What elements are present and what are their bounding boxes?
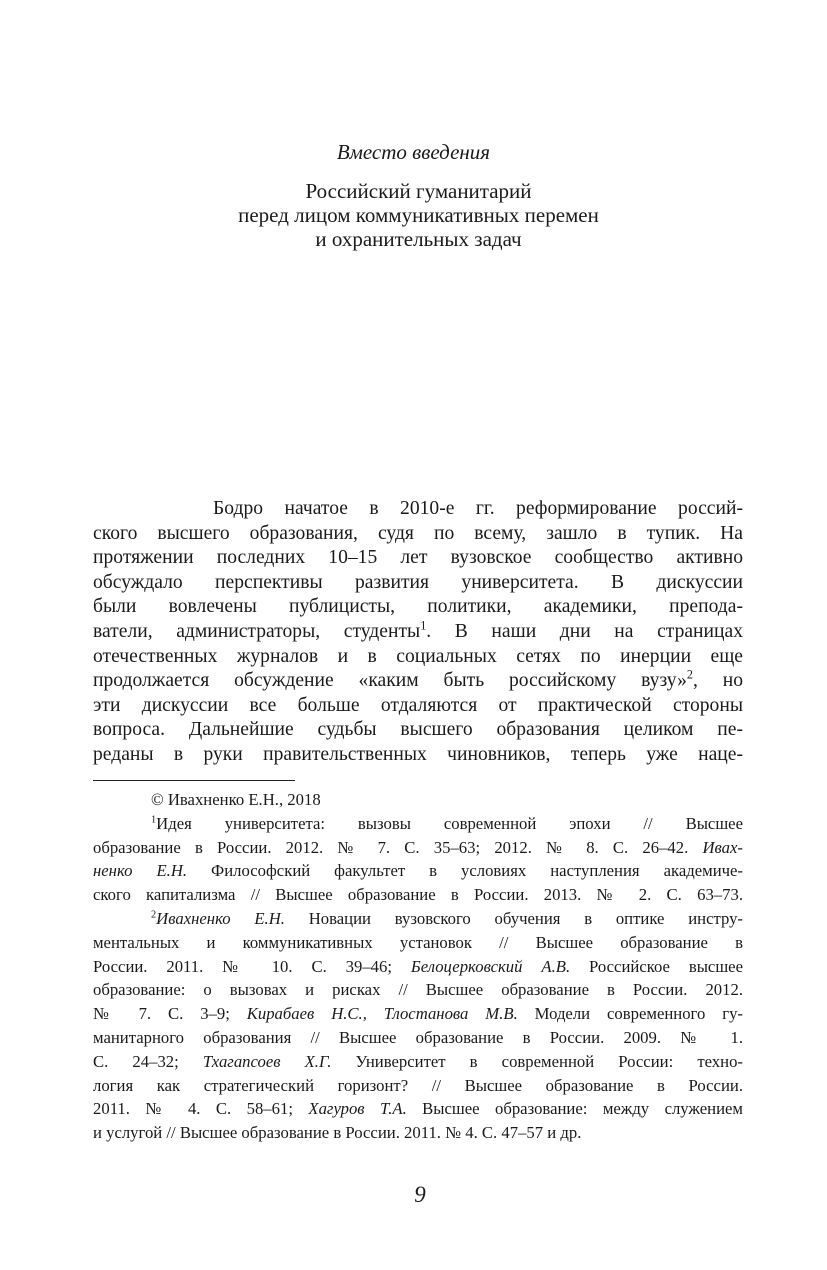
footnote-text-run: № 7. С. 3–9;: [93, 1004, 247, 1024]
page-number: 9: [414, 1182, 426, 1207]
footnote-2-line: [93, 1097, 743, 1121]
footnote-2-line: и услугой // Высшее образование в России. 2011. № 4. С. 47–57 и др.: [93, 1123, 582, 1143]
author-name: Белоцерковский А.В.: [410, 956, 571, 976]
footnote-2-number: 2: [151, 909, 157, 921]
body-text-run: . В наши дни на страницах: [426, 620, 744, 642]
title-line: Российский гуманитарий: [305, 179, 532, 203]
footnote-text-run: Модели современного гу-: [517, 1004, 743, 1024]
footnote-2-line: манитарного образования // Высшее образование в России. 2009. № 1.: [93, 1027, 743, 1047]
body-text: [93, 497, 743, 768]
author-name: Ивах-: [702, 837, 743, 857]
author-name: Хагуров Т.А.: [308, 1099, 407, 1119]
footnote-1-number: 1: [151, 814, 157, 826]
footnote-1-line: ского капитализма // Высшее образование в России. 2013. № 2. С. 63–73.: [93, 885, 743, 905]
footnote-ref-2[interactable]: 2: [686, 667, 693, 682]
title-line: и охранительных задач: [315, 227, 522, 251]
body-text-run: , но: [692, 670, 743, 692]
footnote-ref-1[interactable]: 1: [420, 618, 427, 633]
footnote-text-run: Идея университета: вызовы современной эпохи // Высшее: [156, 813, 743, 833]
footnote-2-line: [93, 955, 743, 979]
author-name: Ивахненко Е.Н.: [156, 908, 285, 928]
body-line: протяжении последних 10–15 лет вузовское сообщество активно: [93, 547, 743, 569]
author-name: Тхагапсоев Х.Г.: [202, 1051, 332, 1071]
footnote-text-run: Философский факультет в условиях наступления академиче-: [187, 861, 743, 881]
body-line: обсуждало перспективы развития университета. В дискуссии: [93, 571, 743, 593]
author-name: Кирабаев Н.С., Тлостанова М.В.: [246, 1004, 518, 1024]
footnote-2-line: [93, 1002, 743, 1026]
footnote-text-run: образование в России. 2012. № 7. С. 35–63; 2012. № 8. С. 26–42.: [93, 837, 703, 857]
footnote-text-run: Университет в современной России: техно-: [331, 1051, 743, 1071]
chapter-title: [0, 179, 827, 251]
body-text-run: продолжается обсуждение «каким быть российскому вузу»: [93, 670, 687, 692]
footnote-text-run: 2011. № 4. С. 58–61;: [93, 1099, 309, 1119]
footnote-2-line: [93, 907, 743, 931]
body-line: ского высшего образования, судя по всему, зашло в тупик. На: [93, 522, 743, 544]
footnote-2-line: образование: о вызовах и рисках // Высшее образование в России. 2012.: [93, 980, 743, 1000]
body-line: отечественных журналов и в социальных сетях по инерции еще: [93, 645, 743, 667]
footnote-text-run: России. 2011. № 10. С. 39–46;: [93, 956, 411, 976]
footnotes: [93, 788, 743, 1145]
body-line: [93, 620, 743, 645]
footnote-divider: [93, 780, 295, 781]
footnote-1-line: [93, 836, 743, 860]
author-name: ненко Е.Н.: [93, 861, 188, 881]
body-line: эти дискуссии все больше отдаляются от практической стороны: [93, 694, 743, 716]
body-line: вопроса. Дальнейшие судьбы высшего образования целиком пе-: [93, 719, 743, 741]
footnote-2-line: ментальных и коммуникативных установок // Высшее образование в: [93, 932, 743, 952]
footnote-2-line: [93, 1050, 743, 1074]
body-line: реданы в руки правительственных чиновников, теперь уже наце-: [93, 743, 743, 765]
title-line: перед лицом коммуникативных перемен: [238, 203, 599, 227]
footnote-2-line: логия как стратегический горизонт? // Высшее образование в России.: [93, 1075, 743, 1095]
body-text-run: ватели, администраторы, студенты: [93, 620, 421, 642]
footnote-text-run: Новации вузовского обучения в оптике инстру-: [284, 908, 743, 928]
body-line: были вовлечены публицисты, политики, академики, препода-: [93, 596, 743, 618]
body-line: Бодро начатое в 2010-е гг. реформирование россий-: [213, 498, 743, 519]
section-label: Вместо введения: [336, 140, 491, 164]
copyright-line: © Ивахненко Е.Н., 2018: [151, 790, 321, 809]
footnote-text-run: Высшее образование: между служением: [406, 1099, 743, 1119]
body-line: [93, 669, 743, 694]
footnote-1-line: [93, 812, 743, 836]
footnote-text-run: С. 24–32;: [93, 1051, 203, 1071]
footnote-1-line: [93, 859, 743, 883]
footnote-text-run: Российское высшее: [570, 956, 743, 976]
